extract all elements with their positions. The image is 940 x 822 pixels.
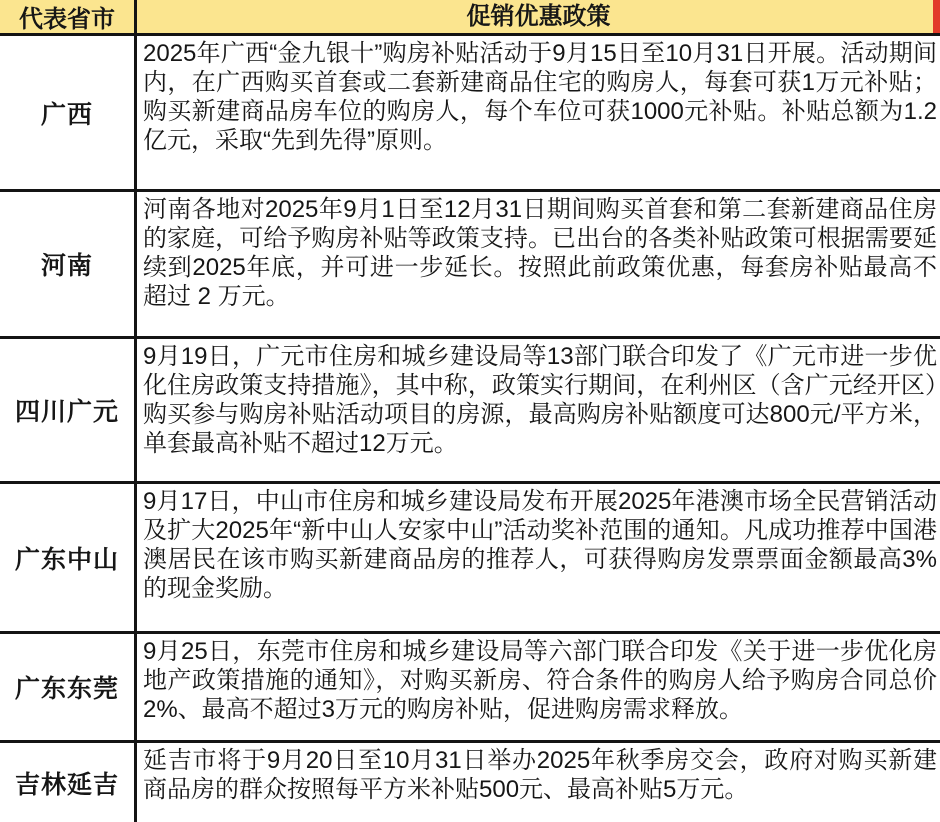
region-cell: 广东东莞: [0, 634, 137, 741]
policy-cell: 9月19日，广元市住房和城乡建设局等13部门联合印发了《广元市进一步优化住房政策支持措施》，其中称，政策实行期间，在利州区（含广元经开区）购买参与购房补贴活动项目的房源，最高购房补贴额度可达800元/平方米，单套最高补贴不超过12万元。: [143, 342, 937, 457]
header-region: 代表省市: [0, 0, 137, 33]
table-header-row: [0, 0, 940, 36]
table-row: [0, 339, 940, 484]
region-cell: 河南: [0, 192, 137, 335]
table-row: [0, 36, 940, 192]
policy-cell: 2025年广西“金九银十”购房补贴活动于9月15日至10月31日开展。活动期间内，在广西购买首套或二套新建商品住宅的购房人，每套可获1万元补贴；购买新建商品房车位的购房人，每个车位可获1000元补贴。补贴总额为1.2亿元，采取“先到先得”原则。: [143, 40, 937, 154]
policy-cell: 延吉市将于9月20日至10月31日举办2025年秋季房交会，政府对购买新建商品房的群众按照每平方米补贴500元、最高补贴5万元。: [143, 747, 937, 804]
region-cell: 广东中山: [0, 484, 137, 630]
table-row: [0, 484, 940, 633]
region-cell: 四川广元: [0, 339, 137, 481]
table-row: [0, 192, 940, 338]
region-cell: 吉林延吉: [0, 743, 137, 822]
table-row: [0, 634, 940, 744]
policy-cell: 9月25日，东莞市住房和城乡建设局等六部门联合印发《关于进一步优化房地产政策措施的通知》，对购买新房、符合条件的购房人给予购房合同总价2%、最高不超过3万元的购房补贴，促进购房需求释放。: [143, 637, 937, 723]
header-policy: 促销优惠政策: [466, 3, 611, 30]
red-edge-mark: [933, 0, 940, 33]
region-cell: 广西: [0, 36, 137, 189]
policy-cell: 9月17日，中山市住房和城乡建设局发布开展2025年港澳市场全民营销活动及扩大2025年“新中山人安家中山”活动奖补范围的通知。凡成功推荐中国港澳居民在该市购买新建商品房的推荐人，可获得购房发票票面金额最高3%的现金奖励。: [143, 488, 937, 603]
table-row: [0, 743, 940, 822]
policy-cell: 河南各地对2025年9月1日至12月31日期间购买首套和第二套新建商品住房的家庭，可给予购房补贴等政策支持。已出台的各类补贴政策可根据需要延续到2025年底，并可进一步延长。按照此前政策优惠，每套房补贴最高不超过 2 万元。: [143, 196, 937, 311]
